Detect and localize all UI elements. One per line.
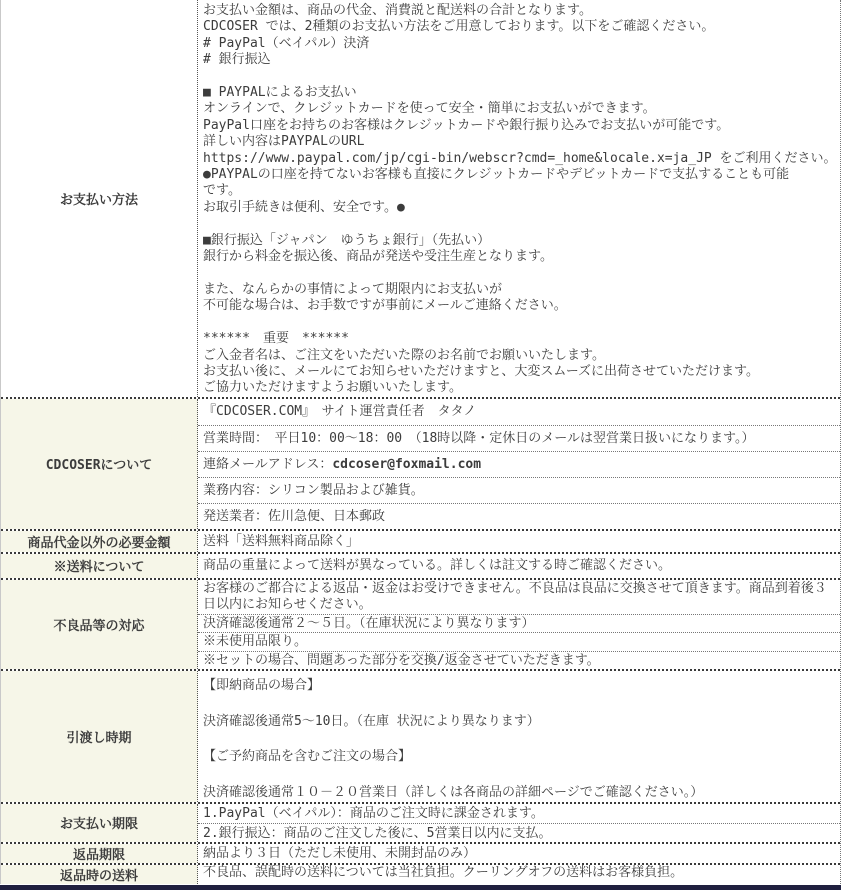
row-content-shipping-note [198,554,840,578]
table-row-payment-deadline [1,802,840,842]
sub-row: ※未使用品限り。 [198,632,840,651]
text-line: CDCOSER では、2種類のお支払い方法をご用意しております。以下をご確認ください。 [203,19,715,35]
text-line: です。 [203,183,241,199]
footer-accent-bar [0,885,841,890]
sub-row: 『CDCOSER.COM』 サイト運営責任者 タタノ [203,403,477,419]
row-content-defective-items [198,580,840,670]
text-line [203,315,838,331]
sub-row: お客様のご都合による返品・返金はお受けできません。不良品は良品に交換させて頂きます。商品到着後３日以内にお知らせください。 [203,580,827,613]
text-line: PayPal口座をお持ちのお客様はクレジットカードや銀行振り込みでお支払いが可能です。 [203,117,730,133]
sub-row: 商品の重量によって送料が異なっている。詳しくは註文する時ご確認ください。 [203,557,672,573]
text-line: ご協力いただけますようお願いいたします。 [203,380,462,396]
row-label-defective-items: 不良品等の対応 [1,580,198,670]
text-line: ■銀行振込「ジャパン ゆうちょ銀行」（先払い） [203,232,491,248]
row-label-delivery-time: 引渡し時期 [1,671,198,802]
row-content-extra-fees [198,531,840,552]
sub-row: 2.銀行振込：商品のご注文した後に、5営業日以内に支払。 [198,823,840,842]
sub-row: 発送業者：佐川急便、日本郵政 [198,503,840,529]
sub-row: 不良品、誤配時の送料については当社負担。クーリングオフの送料はお客様負担。 [203,864,684,880]
text-line: # PayPal（ベイパル）決済 [203,35,370,51]
contact-email: cdcoser@foxmail.com [332,456,482,472]
row-label-shipping-note: ※送料について [1,554,198,578]
row-label-return-deadline: 返品期限 [1,844,198,863]
row-label-payment-method: お支払い方法 [1,0,198,397]
text-line: # 銀行振込 [203,52,271,68]
row-label-return-shipping: 返品時の送料 [1,865,198,884]
text-line: 不可能な場合は、お手数ですが事前にメールご連絡ください。 [203,298,567,314]
text-line: ご入金者名は、ご注文をいただいた際のお名前でお願いいたします。 [203,347,605,363]
text-line: 決済確認後通常１０－２０営業日（詳しくは各商品の詳細ページでご確認ください。） [203,785,704,801]
text-line: 【ご予約商品を含むご注文の場合】 [203,749,412,765]
row-label-about-cdcoser: CDCOSERについて [1,399,198,529]
text-line: ●PAYPALの口座を持てないお客様も直接にクレジットカードやデビットカードで支払することも可能 [203,167,790,183]
text-line: また、なんらかの事情によって期限内にお支払いが [203,281,503,297]
text-line: オンラインで、クレジットカードを使って安全・簡単にお支払いができます。 [203,101,656,117]
row-content-return-deadline [198,844,840,863]
text-line: https://www.paypal.com/jp/cgi-bin/webscr?cmd=_home&locale.x=ja_JP をご利用ください。 [203,150,837,166]
sub-row: 1.PayPal（ベイパル）：商品のご注文時に課金されます。 [203,805,544,821]
sub-row: 業務内容：シリコン製品および雑貨。 [198,477,840,503]
text-line [203,266,838,282]
sub-row: 営業時間： 平日10：00～18：00 （18時以降・定休日のメールは翌営業日扱いになります。） [198,425,840,451]
table-row-return-shipping [1,863,840,884]
text-line: ****** 重要 ****** [203,331,349,347]
table-row-defective-items [1,578,840,670]
table-row-extra-fees [1,529,840,552]
row-content-about-cdcoser [198,399,840,529]
sub-row: ※セットの場合、問題あった部分を交換/返金させていただきます。 [198,651,840,670]
row-content-payment-deadline [198,804,840,842]
sub-row: 決済確認後通常２～５日。（在庫状況により異なります） [198,614,840,633]
row-label-payment-deadline: お支払い期限 [1,804,198,842]
text-line: ■ PAYPALによるお支払い [203,85,357,101]
text-line [203,216,838,232]
table-row-delivery-time [1,669,840,802]
sub-row: 送料「送料無料商品除く」 [203,533,360,549]
row-content-payment-method [198,0,840,397]
text-line: 決済確認後通常5～10日。（在庫 状況により異なります） [203,713,540,729]
text-line [203,69,838,85]
table-row-payment-method [1,0,840,397]
text-line: 詳しい内容はPAYPALのURL [203,134,365,150]
shop-info-rows [1,0,840,884]
row-paragraph-delivery-time [198,671,840,802]
table-row-shipping-note [1,552,840,578]
text-line: お支払い後に、メールにてお知らせいただけますと、大変スムーズに出荷させていただけます。 [203,363,760,379]
text-line: 銀行から料金を振込後、商品が発送や受注生産となります。 [203,249,553,265]
text-line [203,731,838,749]
sub-row: 納品より３日（ただし未使用、未開封品のみ） [203,845,477,861]
email-label: 連絡メールアドレス： [203,456,333,472]
text-line [203,766,838,784]
row-content-delivery-time [198,671,840,802]
text-line: お取引手続きは便利、安全です。● [203,199,405,215]
table-row-about-cdcoser [1,397,840,529]
text-line [203,695,838,713]
row-label-extra-fees: 商品代金以外の必要金額 [1,531,198,552]
row-paragraph-payment-method [198,0,840,397]
text-line: 【即納商品の場合】 [203,678,321,694]
sub-row [198,451,840,477]
text-line: お支払い金額は、商品の代金、消費説と配送料の合計となります。 [203,3,592,18]
table-row-return-deadline [1,842,840,863]
